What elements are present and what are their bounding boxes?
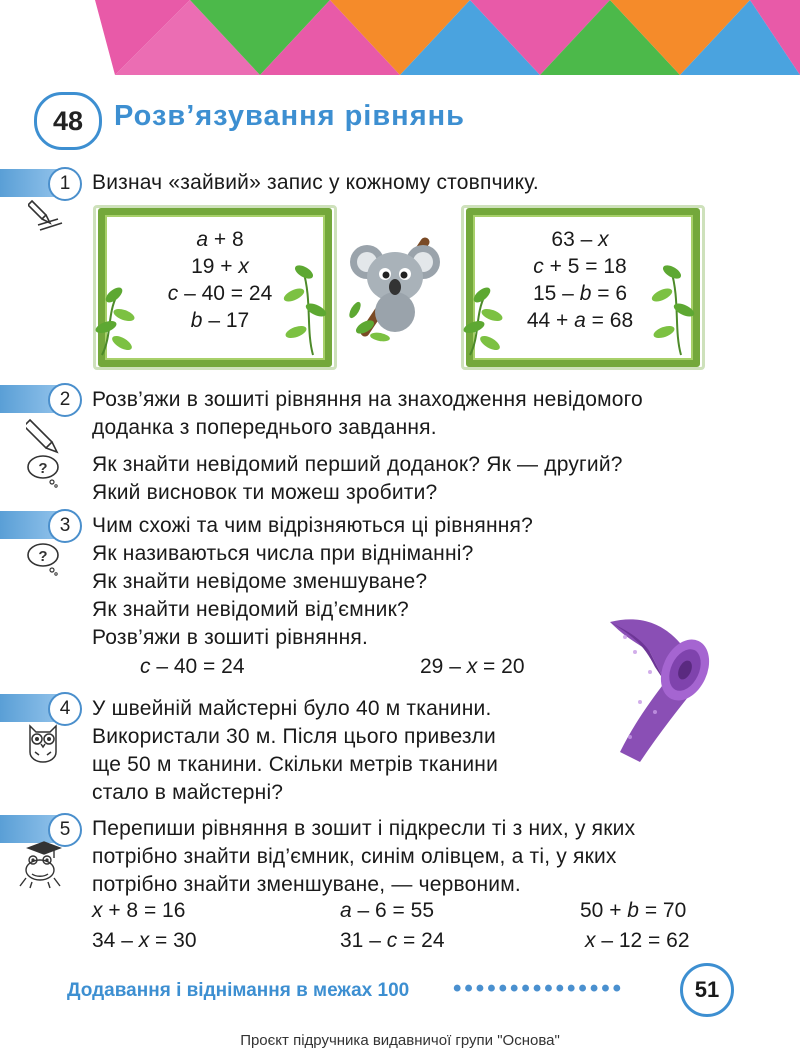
publisher-credit: Проєкт підручника видавничої групи "Основа": [240, 1032, 560, 1049]
equation-50-plus-b: 50 + b = 70: [580, 899, 687, 922]
equation-29-minus-x: 29 – x = 20: [420, 655, 525, 678]
lesson-number-badge: [34, 92, 102, 150]
task-2-number: 2: [48, 383, 82, 417]
task-4-line-1: У швейній майстерні було 40 м тканини.: [92, 697, 492, 720]
task-3-number: 3: [48, 509, 82, 543]
expr-a-plus-8: a + 8: [196, 228, 244, 251]
task-4-number: 4: [48, 692, 82, 726]
pencil-icon: [26, 418, 62, 454]
task-5-line-2: потрібно знайти від’ємник, синім олівцем, а ті, у яких: [92, 845, 617, 868]
page-number: 51: [694, 977, 720, 1002]
question-bubble-icon: [26, 452, 62, 488]
dotted-leader: •••••••••••••••: [453, 975, 625, 1002]
equation-34-minus-x: 34 – x = 30: [92, 929, 197, 952]
svg-text:?: ?: [38, 548, 48, 565]
page-number-badge: [680, 963, 734, 1017]
equation-31-minus-c: 31 – c = 24: [340, 929, 445, 952]
equation-x-plus-8: x + 8 = 16: [92, 899, 186, 922]
top-decor-triangles: [0, 0, 800, 80]
task-3-line-2: Як називаються числа при відніманні?: [92, 542, 474, 565]
question-bubble-icon: [26, 540, 62, 576]
task-2-question-2: Який висновок ти можеш зробити?: [92, 481, 438, 504]
task-5-number: 5: [48, 813, 82, 847]
task-2-question-1: Як знайти невідомий перший доданок? Як — другий?: [92, 453, 623, 476]
expr-63-minus-x: 63 – x: [551, 228, 609, 251]
task-2-line-2: доданка з попереднього завдання.: [92, 416, 437, 439]
right-column-expressions: [505, 226, 655, 334]
task-3-line-3: Як знайти невідоме зменшуване?: [92, 570, 428, 593]
koala-illustration: [345, 232, 445, 342]
task-2-line-1: Розв’яжи в зошиті рівняння на знаходження невідомого: [92, 388, 643, 411]
fabric-roll-illustration: [580, 612, 720, 772]
task-4-line-3: ще 50 м тканини. Скільки метрів тканини: [92, 753, 499, 776]
task-5-line-3: потрібно знайти зменшуване, — червоним.: [92, 873, 521, 896]
section-title: Додавання і віднімання в межах 100: [67, 980, 410, 1001]
task-5-line-1: Перепиши рівняння в зошит і підкресли ті з них, у яких: [92, 817, 636, 840]
pencil-write-icon: [28, 197, 64, 233]
lesson-number: 48: [52, 106, 84, 136]
task-1-text: Визнач «зайвий» запис у кожному стовпчику.: [92, 171, 539, 194]
owl-icon: [26, 722, 60, 764]
lesson-title: Розв’язування рівнянь: [114, 100, 465, 132]
task-4-line-4: стало в майстерні?: [92, 781, 284, 804]
svg-text:?: ?: [38, 460, 48, 477]
expr-c-minus-40: c – 40 = 24: [167, 282, 273, 305]
equation-c-minus-40: c – 40 = 24: [140, 655, 245, 678]
task-3-line-4: Як знайти невідомий від’ємник?: [92, 598, 409, 621]
task-4-line-2: Використали 30 м. Після цього привезли: [92, 725, 496, 748]
task-3-line-5: Розв’яжи в зошиті рівняння.: [92, 626, 368, 649]
leaf-decoration: [92, 265, 152, 360]
expr-c-plus-5: c + 5 = 18: [533, 255, 627, 278]
task-1-number: 1: [48, 167, 82, 201]
expr-19-plus-x: 19 + x: [191, 255, 249, 278]
frog-graduate-icon: [14, 840, 66, 890]
task-3-line-1: Чим схожі та чим відрізняються ці рівняння?: [92, 514, 534, 537]
left-column-expressions: [150, 226, 290, 334]
expr-15-minus-b: 15 – b = 6: [532, 282, 628, 305]
expr-44-plus-a: 44 + a = 68: [526, 309, 634, 332]
equation-x-minus-12: x – 12 = 62: [585, 929, 690, 952]
equation-a-minus-6: a – 6 = 55: [340, 899, 435, 922]
expr-b-minus-17: b – 17: [190, 309, 250, 332]
